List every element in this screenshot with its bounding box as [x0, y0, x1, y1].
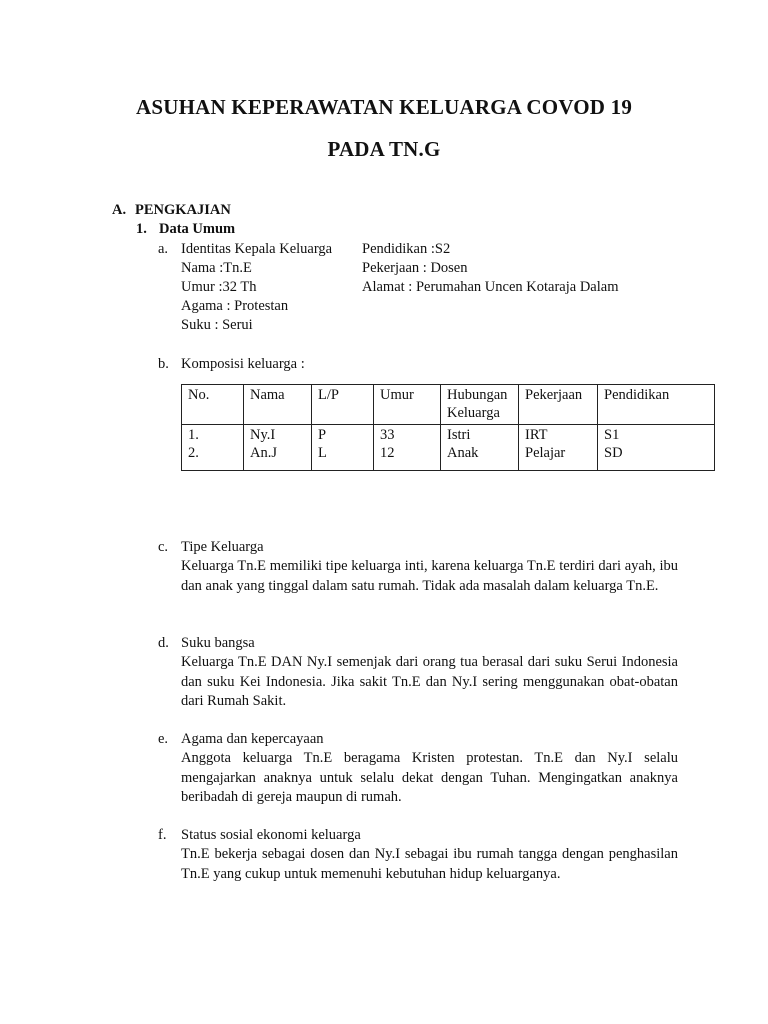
item-marker-e: e.: [158, 731, 169, 747]
cell-hubungan: Istri Anak: [441, 425, 519, 471]
header-nama: Nama: [244, 385, 312, 425]
cell-umur: 33 12: [374, 425, 441, 471]
suku-bangsa-text: Keluarga Tn.E DAN Ny.I semenjak dari orang tua berasal dari suku Serui Indonesia dan suku Kei Indonesia. Jika sakit Tn.E dan Ny.I sering menggunakan obat-obatan dari Rumah Sakit.: [181, 654, 678, 709]
header-umur: Umur: [374, 385, 441, 425]
tipe-keluarga-heading: Tipe Keluarga: [181, 539, 264, 555]
alamat-field: Alamat : Perumahan Uncen Kotaraja Dalam: [362, 279, 619, 295]
item-marker-d: d.: [158, 635, 169, 651]
identitas-kepala-keluarga: Identitas Kepala Keluarga: [181, 241, 333, 257]
komposisi-heading: Komposisi keluarga :: [181, 356, 305, 372]
agama-field: Agama : Protestan: [181, 298, 289, 314]
agama-heading: Agama dan kepercayaan: [181, 731, 324, 747]
status-sosial-text: Tn.E bekerja sebagai dosen dan Ny.I sebagai ibu rumah tangga dengan penghasilan Tn.E yang cukup untuk memenuhi kebutuhan hidup keluarganya.: [181, 846, 678, 882]
table-header-row: [182, 385, 715, 425]
pekerjaan-field: Pekerjaan : Dosen: [362, 260, 468, 276]
cell-no: 1. 2.: [182, 425, 244, 471]
umur-field: Umur :32 Th: [181, 279, 257, 295]
table-row: [182, 425, 715, 471]
header-lp: L/P: [312, 385, 374, 425]
cell-nama: Ny.I An.J: [244, 425, 312, 471]
document-title: ASUHAN KEPERAWATAN KELUARGA COVOD 19: [135, 95, 633, 119]
nama-field: Nama :Tn.E: [181, 260, 252, 276]
suku-field: Suku : Serui: [181, 317, 253, 333]
agama-text: Anggota keluarga Tn.E beragama Kristen protestan. Tn.E dan Ny.I selalu mengajarkan anaknya untuk selalu dekat dengan Tuhan. Mengingatkan anaknya beribadah di gereja maupun di rumah.: [181, 750, 678, 805]
section-marker: A.: [112, 202, 127, 218]
item-marker-b: b.: [158, 356, 169, 372]
header-hubungan: Hubungan Keluarga: [441, 385, 519, 425]
pendidikan-field: Pendidikan :S2: [362, 241, 451, 257]
status-sosial-heading: Status sosial ekonomi keluarga: [181, 827, 361, 843]
cell-lp: P L: [312, 425, 374, 471]
suku-bangsa-heading: Suku bangsa: [181, 635, 255, 651]
subsection-marker: 1.: [136, 221, 147, 237]
section-heading: PENGKAJIAN: [135, 202, 231, 218]
subsection-heading: Data Umum: [159, 221, 236, 237]
cell-pendidikan: S1 SD: [598, 425, 715, 471]
komposisi-table: [181, 384, 715, 471]
item-marker-c: c.: [158, 539, 169, 555]
header-pekerjaan: Pekerjaan: [519, 385, 598, 425]
item-marker-a: a.: [158, 241, 169, 257]
cell-pekerjaan: IRT Pelajar: [519, 425, 598, 471]
tipe-keluarga-text: Keluarga Tn.E memiliki tipe keluarga inti, karena keluarga Tn.E terdiri dari ayah, ibu dan anak yang tinggal dalam satu rumah. Tidak ada masalah dalam keluarga Tn.E.: [181, 558, 678, 594]
header-pendidikan: Pendidikan: [598, 385, 715, 425]
document-subtitle: PADA TN.G: [327, 137, 441, 161]
header-no: No.: [182, 385, 244, 425]
item-marker-f: f.: [158, 827, 167, 843]
